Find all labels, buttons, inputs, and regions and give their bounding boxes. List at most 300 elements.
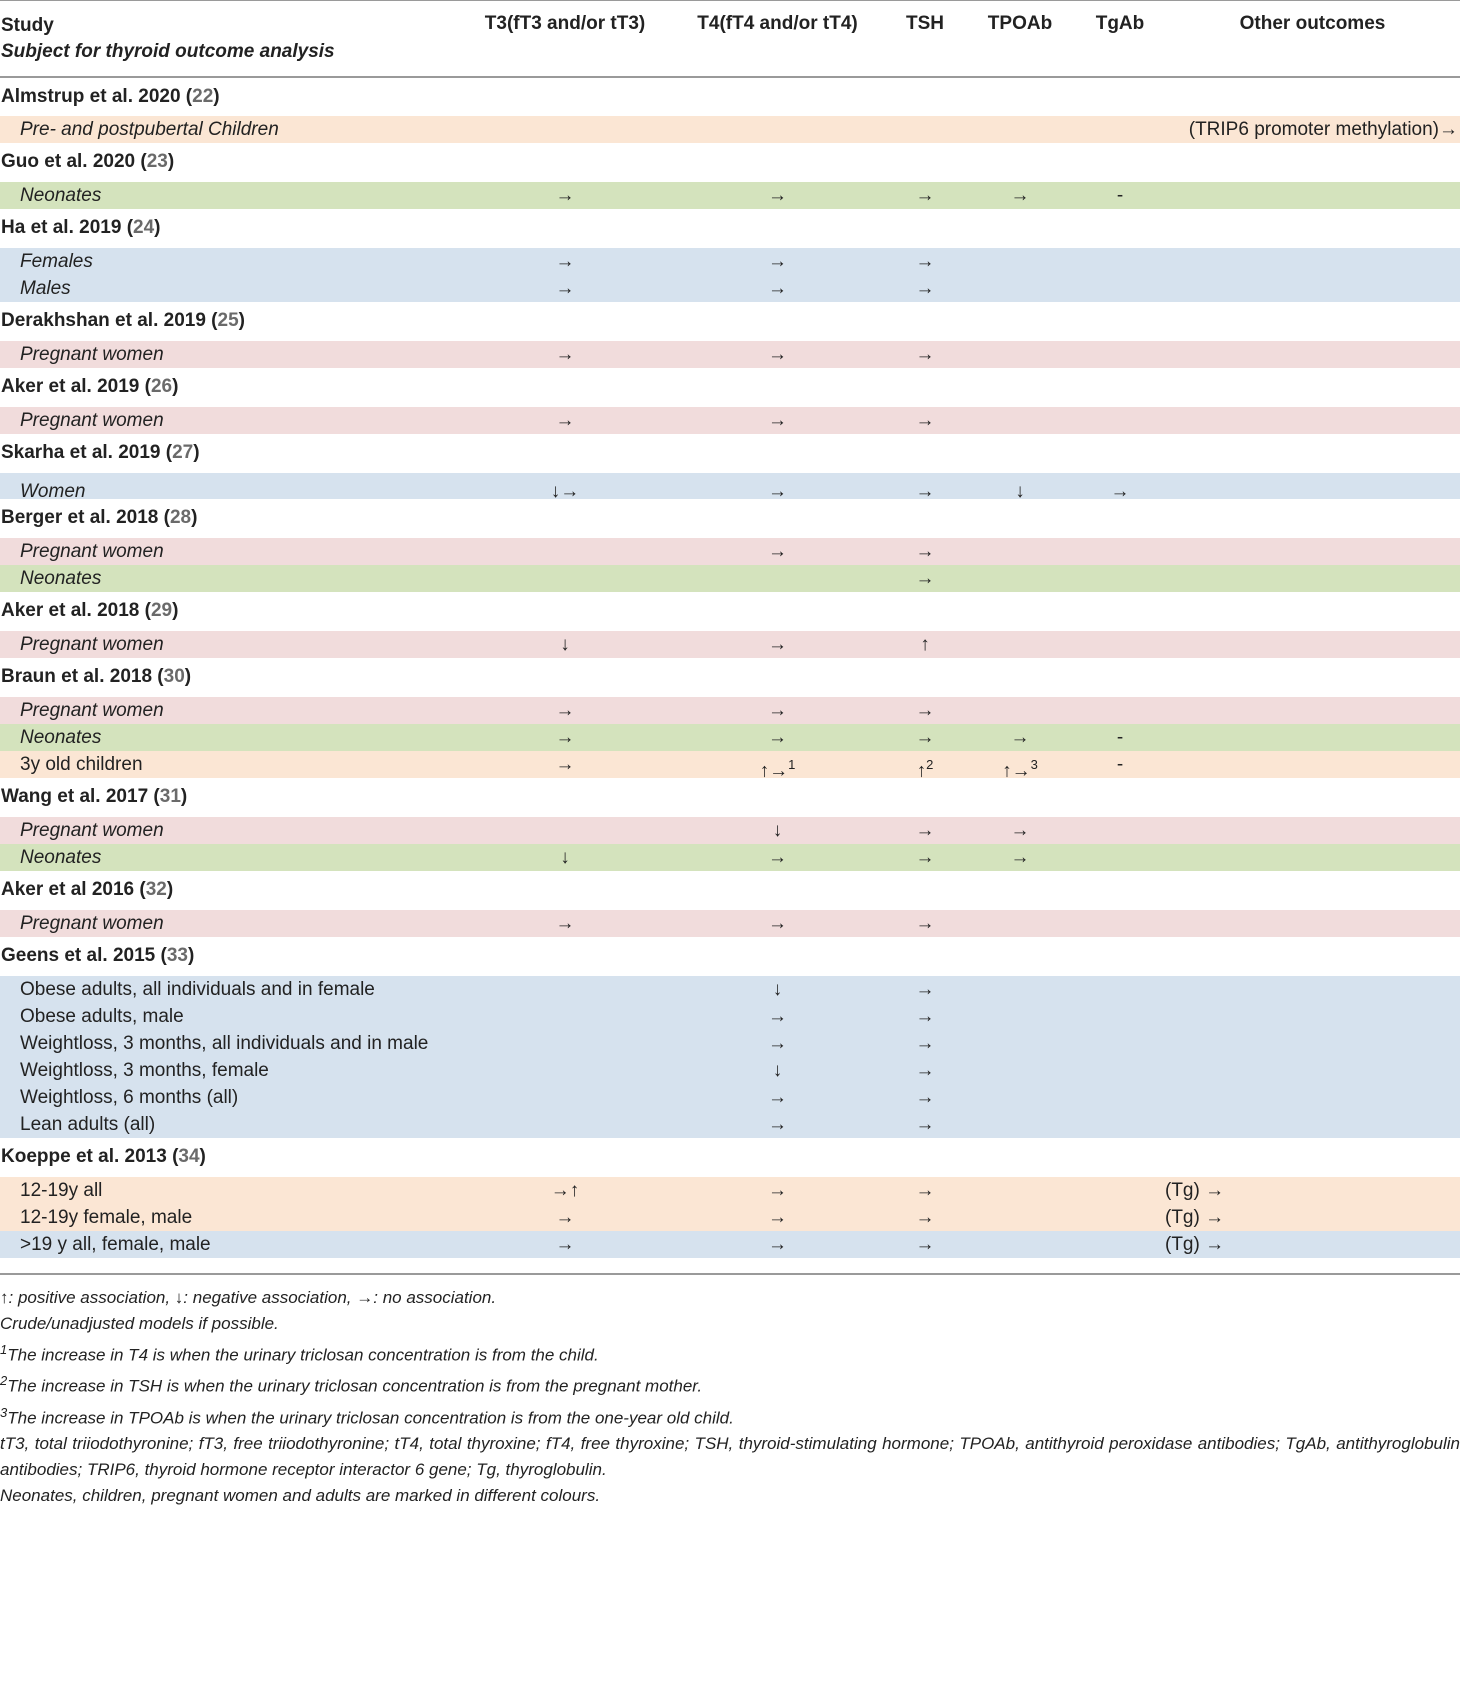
t4-cell bbox=[670, 976, 885, 1138]
t3-cell bbox=[460, 565, 670, 592]
table-header bbox=[0, 1, 1460, 77]
header-t4: T4(fT4 and/or tT4) bbox=[670, 1, 885, 77]
t3-value bbox=[460, 407, 670, 434]
tsh-association: → bbox=[915, 343, 935, 365]
t3-value bbox=[460, 538, 670, 565]
t3-value bbox=[460, 1177, 670, 1204]
study-name: Aker et al. 2019 bbox=[1, 376, 140, 397]
tsh-association: → bbox=[915, 277, 935, 299]
t3-association: → bbox=[555, 699, 575, 721]
t4-association: → bbox=[768, 409, 787, 431]
other-cell bbox=[1165, 910, 1460, 937]
footnote-legend: ↑: positive association, ↓: negative association, →: no association. bbox=[0, 1287, 497, 1307]
study-name: Berger et al. 2018 bbox=[1, 507, 159, 528]
other-cell bbox=[1165, 473, 1460, 499]
study-reference: 32 bbox=[145, 879, 167, 900]
study-row bbox=[0, 434, 1460, 473]
t3-value bbox=[460, 565, 670, 592]
t4-cell bbox=[670, 341, 885, 368]
footnote-1 bbox=[0, 1337, 1460, 1369]
t3-cell bbox=[460, 631, 670, 658]
study-name: Derakhshan et al. 2019 bbox=[1, 310, 206, 331]
tpoab-cell bbox=[965, 817, 1075, 844]
study-reference: 33 bbox=[166, 945, 188, 966]
tsh-association: → bbox=[915, 480, 935, 502]
tsh-association: → bbox=[915, 978, 935, 1000]
tpoab-value bbox=[965, 1177, 1075, 1204]
t4-value bbox=[670, 1084, 885, 1111]
tpoab-cell bbox=[965, 248, 1075, 302]
t4-value bbox=[670, 1030, 885, 1057]
study-row bbox=[0, 368, 1460, 407]
tpoab-value bbox=[965, 248, 1075, 275]
tsh-cell bbox=[885, 751, 965, 781]
table-body bbox=[0, 77, 1460, 1258]
t4-cell bbox=[670, 844, 885, 871]
t4-association: → bbox=[768, 1179, 787, 1201]
tgab-association: - bbox=[1116, 753, 1124, 775]
tsh-association: → bbox=[915, 184, 935, 206]
subject-label: 12-19y all bbox=[20, 1179, 103, 1201]
other-cell bbox=[1165, 697, 1460, 724]
other-value bbox=[1165, 565, 1460, 592]
other-value bbox=[1165, 478, 1460, 499]
study-title: Geens et al. 2015 (33) bbox=[1, 945, 195, 966]
header-tsh: TSH bbox=[885, 1, 965, 77]
tgab-value bbox=[1075, 565, 1165, 592]
tpoab-value bbox=[965, 697, 1075, 724]
study-name: Skarha et al. 2019 bbox=[1, 442, 161, 463]
tsh-association: → bbox=[915, 1086, 935, 1108]
tsh-association: → bbox=[915, 912, 935, 934]
t3-cell bbox=[460, 341, 670, 368]
subject-cell bbox=[0, 724, 460, 751]
tsh-cell bbox=[885, 341, 965, 368]
t4-cell bbox=[670, 473, 885, 502]
t3-value bbox=[460, 724, 670, 751]
tpoab-cell bbox=[965, 697, 1075, 724]
subject-group-row bbox=[0, 751, 1460, 778]
subject-group-row bbox=[0, 116, 1460, 143]
other-cell bbox=[1165, 724, 1460, 751]
table-footnotes bbox=[0, 1273, 1460, 1510]
tgab-cell bbox=[1075, 182, 1165, 209]
t4-value bbox=[670, 116, 885, 143]
tgab-value bbox=[1075, 1057, 1165, 1084]
tpoab-value bbox=[965, 1231, 1075, 1258]
other-value bbox=[1165, 631, 1460, 658]
subject-label: Neonates bbox=[20, 567, 102, 589]
subject-cell bbox=[0, 407, 460, 434]
study-reference: 27 bbox=[172, 442, 194, 463]
other-value bbox=[1165, 844, 1460, 871]
tsh-value bbox=[885, 1111, 965, 1138]
t4-value bbox=[670, 1111, 885, 1138]
tpoab-value bbox=[965, 1111, 1075, 1138]
subject-label: Pregnant women bbox=[20, 343, 164, 365]
t3-value bbox=[460, 116, 670, 143]
tsh-association: → bbox=[915, 726, 935, 748]
subject-label: 12-19y female, male bbox=[20, 1206, 193, 1228]
tsh-value bbox=[885, 407, 965, 434]
tsh-cell bbox=[885, 697, 965, 724]
tsh-association: → bbox=[915, 250, 935, 272]
tsh-cell bbox=[885, 817, 965, 844]
t4-association: → bbox=[768, 277, 787, 299]
t4-association: → bbox=[768, 1005, 787, 1027]
study-title: Guo et al. 2020 (23) bbox=[1, 151, 175, 172]
subject-group-row bbox=[0, 538, 1460, 565]
other-value bbox=[1165, 248, 1460, 275]
t3-association: → bbox=[555, 277, 575, 299]
study-row bbox=[0, 937, 1460, 976]
subject-group-row bbox=[0, 407, 1460, 434]
study-title: Ha et al. 2019 (24) bbox=[1, 217, 161, 238]
t3-value bbox=[460, 1057, 670, 1084]
subject-label: Pregnant women bbox=[20, 633, 164, 655]
other-cell bbox=[1165, 565, 1460, 592]
t4-value bbox=[670, 1231, 885, 1258]
tsh-association: → bbox=[915, 1005, 935, 1027]
tgab-cell bbox=[1075, 631, 1165, 658]
subject-group-row bbox=[0, 248, 1460, 302]
other-value bbox=[1165, 538, 1460, 565]
study-title: Aker et al. 2018 (29) bbox=[1, 600, 179, 621]
other-value bbox=[1165, 275, 1460, 302]
t4-association: → bbox=[768, 912, 787, 934]
t3-value bbox=[460, 1204, 670, 1231]
study-reference: 24 bbox=[133, 217, 155, 238]
tsh-value bbox=[885, 1030, 965, 1057]
other-value bbox=[1165, 341, 1460, 368]
tpoab-value bbox=[965, 1057, 1075, 1084]
tgab-cell bbox=[1075, 473, 1165, 502]
tpoab-value bbox=[965, 751, 1075, 781]
tgab-value bbox=[1075, 182, 1165, 209]
tsh-value bbox=[885, 116, 965, 143]
study-name: Geens et al. 2015 bbox=[1, 945, 156, 966]
subject-group-row bbox=[0, 341, 1460, 368]
subject-group-row bbox=[0, 1231, 1460, 1258]
tsh-value bbox=[885, 478, 965, 502]
other-association: (TRIP6 promoter methylation)→ bbox=[1188, 118, 1458, 140]
tsh-association: ↑ bbox=[920, 633, 930, 655]
subject-group-row bbox=[0, 817, 1460, 844]
t3-value bbox=[460, 1030, 670, 1057]
subject-group-row bbox=[0, 976, 1460, 1138]
tsh-cell bbox=[885, 116, 965, 143]
study-reference: 34 bbox=[178, 1146, 200, 1167]
tpoab-cell bbox=[965, 631, 1075, 658]
tpoab-association: → bbox=[1010, 726, 1030, 748]
t3-association: → bbox=[555, 250, 575, 272]
t3-cell bbox=[460, 724, 670, 751]
study-title: Skarha et al. 2019 (27) bbox=[1, 442, 200, 463]
other-value bbox=[1165, 1030, 1460, 1057]
study-reference: 30 bbox=[163, 666, 185, 687]
t3-cell bbox=[460, 751, 670, 778]
tpoab-value bbox=[965, 341, 1075, 368]
tpoab-association: → bbox=[1010, 184, 1030, 206]
t3-cell bbox=[460, 697, 670, 724]
tsh-value bbox=[885, 1204, 965, 1231]
t3-cell bbox=[460, 1231, 670, 1258]
other-cell bbox=[1165, 844, 1460, 871]
tgab-association: - bbox=[1116, 184, 1124, 206]
tpoab-value bbox=[965, 631, 1075, 658]
tpoab-value bbox=[965, 1030, 1075, 1057]
t4-cell bbox=[670, 182, 885, 209]
other-association: (Tg) → bbox=[1165, 1206, 1225, 1228]
t4-value bbox=[670, 248, 885, 275]
subject-cell bbox=[0, 844, 460, 871]
t3-value bbox=[460, 478, 670, 502]
tgab-value bbox=[1075, 1231, 1165, 1258]
other-cell bbox=[1165, 116, 1460, 143]
other-cell bbox=[1165, 341, 1460, 368]
other-cell bbox=[1165, 976, 1460, 1138]
tsh-cell bbox=[885, 1177, 965, 1231]
study-title: Derakhshan et al. 2019 (25) bbox=[1, 310, 245, 331]
tgab-cell bbox=[1075, 407, 1165, 434]
t3-association: → bbox=[555, 726, 575, 748]
t3-value bbox=[460, 910, 670, 937]
subject-label: Pregnant women bbox=[20, 912, 164, 934]
tgab-value bbox=[1075, 751, 1165, 778]
tpoab-value bbox=[965, 275, 1075, 302]
tsh-cell bbox=[885, 976, 965, 1138]
t4-value bbox=[670, 538, 885, 565]
footnote-2-text: The increase in TSH is when the urinary triclosan concentration is from the pregnant mother. bbox=[7, 1376, 703, 1396]
other-value bbox=[1165, 1084, 1460, 1111]
tsh-association: → bbox=[915, 1113, 935, 1135]
study-name: Wang et al. 2017 bbox=[1, 786, 149, 807]
t4-footnote-mark: 1 bbox=[788, 756, 796, 772]
t3-value bbox=[460, 1111, 670, 1138]
study-title: Braun et al. 2018 (30) bbox=[1, 666, 192, 687]
subject-cell bbox=[0, 473, 460, 502]
subject-label: Obese adults, all individuals and in female bbox=[20, 978, 375, 1000]
t3-cell bbox=[460, 910, 670, 937]
other-value bbox=[1165, 1231, 1460, 1258]
other-cell bbox=[1165, 248, 1460, 302]
tsh-value bbox=[885, 1003, 965, 1030]
tsh-value bbox=[885, 697, 965, 724]
subject-cell bbox=[0, 631, 460, 658]
subject-group-row bbox=[0, 631, 1460, 658]
t4-cell bbox=[670, 1231, 885, 1258]
tgab-cell bbox=[1075, 751, 1165, 778]
t4-value bbox=[670, 751, 885, 781]
tpoab-cell bbox=[965, 724, 1075, 751]
subject-label: Neonates bbox=[20, 184, 102, 206]
tsh-association: → bbox=[915, 540, 935, 562]
subject-cell bbox=[0, 1231, 460, 1258]
t4-value bbox=[670, 1003, 885, 1030]
t4-value bbox=[670, 182, 885, 209]
tpoab-value bbox=[965, 1084, 1075, 1111]
subject-label: 3y old children bbox=[20, 753, 143, 775]
tpoab-association: → bbox=[1010, 819, 1030, 841]
tgab-cell bbox=[1075, 116, 1165, 143]
tgab-value bbox=[1075, 248, 1165, 275]
tsh-association: → bbox=[915, 1179, 935, 1201]
tsh-cell bbox=[885, 182, 965, 209]
tgab-value bbox=[1075, 697, 1165, 724]
footnote-3 bbox=[0, 1400, 1460, 1432]
tgab-value bbox=[1075, 910, 1165, 937]
tpoab-association: → bbox=[1010, 846, 1030, 868]
t4-value bbox=[670, 697, 885, 724]
subject-group-row bbox=[0, 910, 1460, 937]
footnote-abbreviations: tT3, total triiodothyronine; fT3, free triiodothyronine; tT4, total thyroxine; fT4, free thyroxine; TSH, thyroid-stimulating hormone; TPOAb, antithyroid peroxidase antibodies; TgAb, antithyroglobulin antibodies; TRIP6, thyroid hormone receptor interactor 6 gene; Tg, thyroglobulin. bbox=[0, 1434, 1460, 1480]
tsh-value bbox=[885, 1084, 965, 1111]
other-association: (Tg) → bbox=[1165, 1233, 1225, 1255]
study-title: Aker et al. 2019 (26) bbox=[1, 376, 179, 397]
tpoab-cell bbox=[965, 565, 1075, 592]
t4-association: → bbox=[768, 1032, 787, 1054]
study-name: Koeppe et al. 2013 bbox=[1, 1146, 167, 1167]
tpoab-cell bbox=[965, 407, 1075, 434]
tpoab-value bbox=[965, 116, 1075, 143]
tsh-cell bbox=[885, 844, 965, 871]
tgab-cell bbox=[1075, 844, 1165, 871]
footnote-1-text: The increase in T4 is when the urinary triclosan concentration is from the child. bbox=[7, 1345, 599, 1365]
t3-value bbox=[460, 275, 670, 302]
subject-label: Neonates bbox=[20, 846, 102, 868]
subject-group-row bbox=[0, 724, 1460, 751]
study-row bbox=[0, 302, 1460, 341]
tgab-value bbox=[1075, 1111, 1165, 1138]
tpoab-value bbox=[965, 1003, 1075, 1030]
t4-value bbox=[670, 1177, 885, 1204]
t3-association: → bbox=[555, 184, 575, 206]
t4-cell bbox=[670, 565, 885, 592]
tgab-cell bbox=[1075, 817, 1165, 844]
t3-value bbox=[460, 817, 670, 844]
other-value bbox=[1165, 1111, 1460, 1138]
tgab-cell bbox=[1075, 538, 1165, 565]
other-cell bbox=[1165, 817, 1460, 844]
footnote-2-mark: 2 bbox=[0, 1373, 8, 1389]
tgab-association: - bbox=[1116, 726, 1124, 748]
tgab-cell bbox=[1075, 976, 1165, 1138]
tsh-value bbox=[885, 1177, 965, 1204]
subject-cell bbox=[0, 116, 460, 143]
t4-value bbox=[670, 565, 885, 592]
tsh-value bbox=[885, 538, 965, 565]
study-name: Guo et al. 2020 bbox=[1, 151, 136, 172]
subject-cell bbox=[0, 697, 460, 724]
other-value bbox=[1165, 1003, 1460, 1030]
other-value bbox=[1165, 1177, 1460, 1204]
other-association: (Tg) → bbox=[1165, 1179, 1225, 1201]
tgab-cell bbox=[1075, 341, 1165, 368]
t3-association: →↑ bbox=[550, 1179, 580, 1201]
tgab-value bbox=[1075, 817, 1165, 844]
t4-association: ↓ bbox=[772, 819, 783, 841]
t4-cell bbox=[670, 817, 885, 844]
t3-cell bbox=[460, 844, 670, 871]
other-value bbox=[1165, 407, 1460, 434]
tsh-cell bbox=[885, 407, 965, 434]
tsh-association: → bbox=[915, 1206, 935, 1228]
subject-label: Pregnant women bbox=[20, 540, 164, 562]
subject-cell bbox=[0, 341, 460, 368]
footnote-3-mark: 3 bbox=[0, 1404, 8, 1420]
t3-association: ↓ bbox=[560, 633, 570, 655]
t3-cell bbox=[460, 407, 670, 434]
other-cell bbox=[1165, 407, 1460, 434]
t3-association: → bbox=[555, 753, 575, 775]
t3-value bbox=[460, 341, 670, 368]
tpoab-cell bbox=[965, 341, 1075, 368]
tgab-cell bbox=[1075, 1177, 1165, 1231]
tpoab-footnote-mark: 3 bbox=[1030, 756, 1038, 772]
t4-cell bbox=[670, 751, 885, 781]
tgab-value bbox=[1075, 1177, 1165, 1204]
tgab-cell bbox=[1075, 724, 1165, 751]
tpoab-value bbox=[965, 844, 1075, 871]
other-cell bbox=[1165, 631, 1460, 658]
tpoab-value bbox=[965, 1204, 1075, 1231]
study-name: Almstrup et al. 2020 bbox=[1, 85, 181, 107]
tsh-association: → bbox=[915, 409, 935, 431]
other-value bbox=[1165, 751, 1460, 778]
t4-association: → bbox=[768, 1206, 787, 1228]
header-t3: T3(fT3 and/or tT3) bbox=[460, 1, 670, 77]
tpoab-value bbox=[965, 724, 1075, 751]
study-title: Berger et al. 2018 (28) bbox=[1, 507, 198, 528]
t4-association: → bbox=[768, 480, 787, 502]
tsh-association: ↑ bbox=[916, 759, 927, 781]
tpoab-cell bbox=[965, 116, 1075, 143]
header-tpoab: TPOAb bbox=[965, 1, 1075, 77]
subject-label: Males bbox=[20, 277, 71, 299]
subject-cell bbox=[0, 910, 460, 937]
t4-association: → bbox=[768, 184, 787, 206]
t4-association: → bbox=[768, 343, 787, 365]
subject-group-row bbox=[0, 182, 1460, 209]
tgab-cell bbox=[1075, 565, 1165, 592]
t4-value bbox=[670, 976, 885, 1003]
study-reference: 23 bbox=[146, 151, 168, 172]
study-reference: 31 bbox=[159, 786, 181, 807]
tgab-value bbox=[1075, 275, 1165, 302]
tsh-value bbox=[885, 248, 965, 275]
tpoab-cell bbox=[965, 538, 1075, 565]
t3-value bbox=[460, 248, 670, 275]
study-row bbox=[0, 658, 1460, 697]
tgab-value bbox=[1075, 1084, 1165, 1111]
tpoab-value bbox=[965, 182, 1075, 209]
subject-label: Pregnant women bbox=[20, 699, 164, 721]
study-reference: 22 bbox=[192, 85, 214, 107]
subject-cell bbox=[0, 538, 460, 565]
other-value bbox=[1165, 724, 1460, 751]
footnote-colours: Neonates, children, pregnant women and adults are marked in different colours. bbox=[0, 1486, 601, 1506]
other-cell bbox=[1165, 1231, 1460, 1258]
tgab-cell bbox=[1075, 910, 1165, 937]
t4-cell bbox=[670, 538, 885, 565]
header-study bbox=[0, 1, 460, 77]
tsh-association: → bbox=[915, 1233, 935, 1255]
t4-association: → bbox=[768, 846, 787, 868]
subject-label: Pre- and postpubertal Children bbox=[20, 118, 279, 140]
subject-label: Obese adults, male bbox=[20, 1005, 184, 1027]
footnote-3-text: The increase in TPOAb is when the urinary triclosan concentration is from the one-year old child. bbox=[7, 1408, 734, 1428]
study-reference: 28 bbox=[169, 507, 192, 528]
